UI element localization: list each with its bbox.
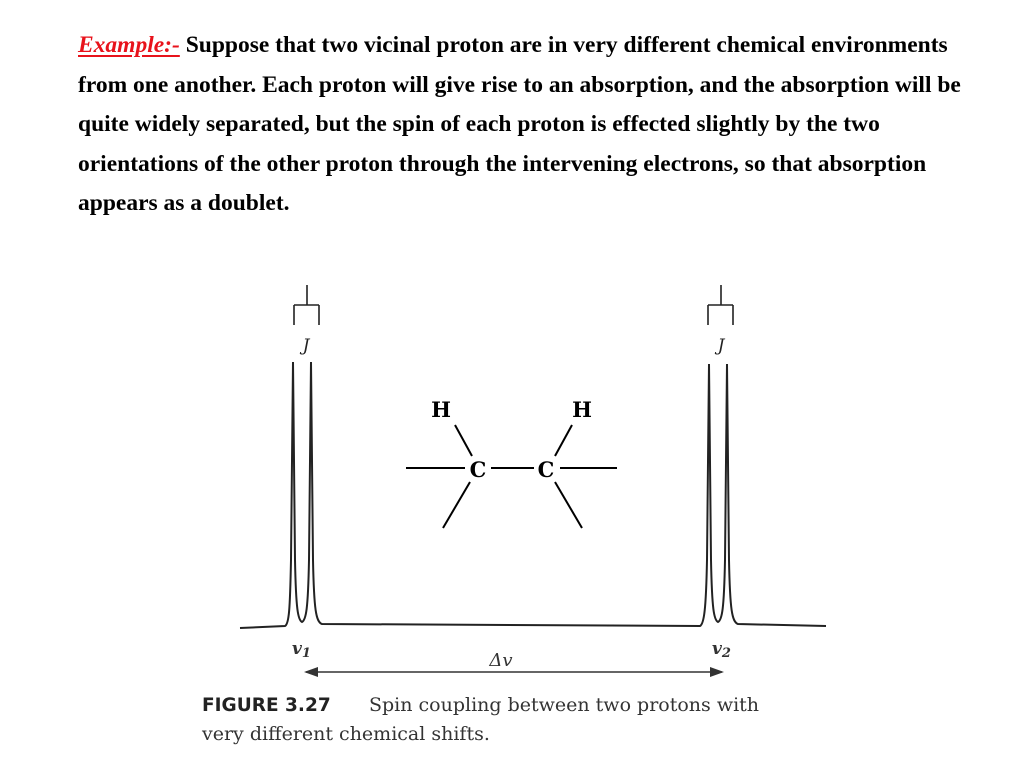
bond-c-left-down — [443, 482, 470, 528]
nu2-label: v2 — [712, 639, 731, 661]
example-label: Example:- — [78, 32, 180, 58]
atom-h-left: H — [431, 397, 451, 422]
nu1-label: v1 — [292, 639, 311, 661]
figure-caption-line1: Spin coupling between two protons with — [369, 694, 760, 716]
j-label-left: J — [302, 336, 310, 356]
atom-c-right: C — [537, 457, 555, 482]
j-label-right: J — [717, 336, 725, 356]
bond-h-c-right — [555, 425, 572, 456]
j-bracket-left — [294, 285, 319, 325]
delta-nu-arrow — [304, 667, 724, 677]
delta-nu-label: Δv — [489, 650, 513, 671]
bond-h-c-left — [455, 425, 472, 456]
figure-caption-label: FIGURE 3.27 — [202, 695, 331, 716]
atom-c-left: C — [469, 457, 487, 482]
example-text: Suppose that two vicinal proton are in very different chemical environments from one another. Each proton will give rise to an absorption, and the absorption will be quite widely separated, but the spin of each proton is effected slightly by the two orientations of the other proton through the intervening electrons, so that absorption appears as a doublet. — [78, 32, 961, 216]
figure-caption-line2: very different chemical shifts. — [202, 723, 490, 745]
spectrum-trace — [240, 362, 826, 628]
atom-h-right: H — [572, 397, 592, 422]
j-bracket-right — [708, 285, 733, 325]
molecule-structure — [406, 397, 617, 528]
bond-c-right-down — [555, 482, 582, 528]
